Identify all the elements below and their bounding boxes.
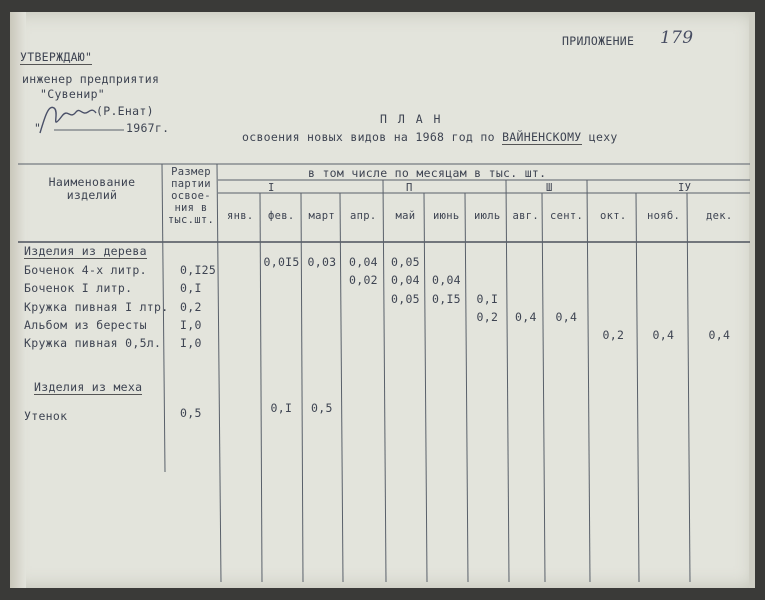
quarter-col-rule xyxy=(506,180,509,582)
month-label: нояб. xyxy=(647,210,681,222)
row-batch: 0,5 xyxy=(180,406,202,420)
month-col-rule xyxy=(465,193,468,582)
subtitle-prefix: освоения новых видов на 1968 год по xyxy=(242,130,503,144)
subtitle-suffix: цеху xyxy=(581,130,618,144)
date-quote: " xyxy=(34,121,42,135)
batch-header-line: партии xyxy=(171,178,211,190)
month-col-rule xyxy=(687,193,690,582)
row-month-value: 0,2 xyxy=(476,310,499,324)
month-label: фев. xyxy=(268,210,295,222)
row-month-value: 0,I xyxy=(270,401,293,415)
row-batch: 0,I xyxy=(180,281,202,295)
batch-header-line: Размер xyxy=(171,166,211,178)
position-line2: "Сувенир" xyxy=(40,87,106,101)
row-month-value: 0,5 xyxy=(311,401,333,415)
row-batch: 0,I25 xyxy=(180,263,217,277)
row-month-value: 0,05 xyxy=(391,292,420,306)
row-month-value: 0,4 xyxy=(515,310,537,324)
month-col-rule xyxy=(424,193,427,582)
month-col-rule xyxy=(636,193,639,582)
signer-name: (Р.Енат) xyxy=(96,104,154,118)
row-month-value: 0,02 xyxy=(349,273,378,287)
month-label: авг. xyxy=(512,210,539,222)
month-label: дек. xyxy=(706,210,733,222)
row-month-value: 0,I5 xyxy=(432,292,461,306)
row-month-value: 0,0I5 xyxy=(263,255,300,269)
row-name: Альбом из бересты xyxy=(24,318,147,332)
quarter-col-rule xyxy=(587,180,590,582)
document-sheet xyxy=(10,12,755,588)
row-batch: 0,2 xyxy=(180,300,202,314)
month-label: июль xyxy=(474,210,501,222)
months-header: в том числе по месяцам в тыс. шт. xyxy=(308,166,547,180)
row-batch: I,0 xyxy=(180,336,202,350)
document-subtitle xyxy=(242,130,618,144)
row-batch: I,0 xyxy=(180,318,202,332)
row-month-value: 0,2 xyxy=(602,328,625,342)
row-month-value: 0,04 xyxy=(349,255,378,269)
batch-header-line: ния в xyxy=(174,202,208,214)
row-month-value: 0,4 xyxy=(652,328,675,342)
group-heading: Изделия из меха xyxy=(34,380,143,394)
row-name: Боченок I литр. xyxy=(24,281,133,295)
group-heading: Изделия из дерева xyxy=(24,244,147,258)
col-name-header: Наименование изделий xyxy=(48,175,136,202)
row-month-value: 0,04 xyxy=(391,273,420,287)
month-label: янв. xyxy=(227,210,254,222)
month-label: май xyxy=(395,210,416,222)
row-name: Боченок 4-х литр. xyxy=(24,263,147,277)
quarter-label: I xyxy=(268,182,275,194)
row-name: Кружка пивная I лтр. xyxy=(24,300,169,314)
signature-scribble xyxy=(40,107,96,133)
month-col-rule xyxy=(301,193,303,582)
row-name: Кружка пивная 0,5л. xyxy=(24,336,162,350)
page-number-handwritten: 179 xyxy=(660,28,694,48)
month-label: июнь xyxy=(433,210,460,222)
month-label: март xyxy=(308,210,335,222)
col-batch-header xyxy=(165,166,217,226)
position-line1: инженер предприятия xyxy=(22,72,160,86)
month-col-rule xyxy=(340,193,343,582)
quarter-label: IУ xyxy=(678,182,692,194)
row-month-value: 0,4 xyxy=(708,328,731,342)
batch-header-line: тыс.шт. xyxy=(167,214,215,226)
approve-label: УТВЕРЖДАЮ" xyxy=(20,50,93,64)
row-month-value: 0,4 xyxy=(555,310,578,324)
row-month-value: 0,I xyxy=(476,292,499,306)
month-label: окт. xyxy=(600,210,627,222)
row-month-value: 0,05 xyxy=(391,255,420,269)
quarter-label: Ш xyxy=(546,182,553,194)
month-col-rule xyxy=(542,193,545,582)
row-month-value: 0,04 xyxy=(432,273,461,287)
subtitle-shop: ВАЙНЕНСКОМУ xyxy=(502,130,582,144)
quarter-label: П xyxy=(406,182,413,194)
row-month-value: 0,03 xyxy=(307,255,337,269)
quarter-col-rule xyxy=(383,180,386,582)
batch-col-rule xyxy=(217,164,221,582)
month-label: апр. xyxy=(350,210,377,222)
year-label: 1967г. xyxy=(126,121,170,135)
month-col-rule xyxy=(260,193,262,582)
attachment-label: ПРИЛОЖЕНИЕ xyxy=(562,34,635,48)
row-name: Утенок xyxy=(24,409,68,423)
document-title: П Л А Н xyxy=(380,112,443,126)
month-label: сент. xyxy=(550,210,584,222)
batch-header-line: освое- xyxy=(171,190,211,202)
